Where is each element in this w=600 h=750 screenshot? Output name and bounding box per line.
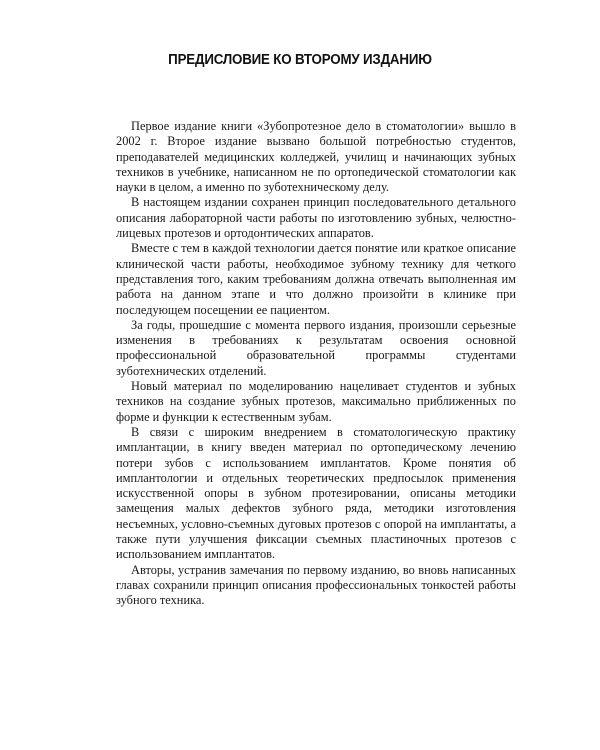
page-title: ПРЕДИСЛОВИЕ КО ВТОРОМУ ИЗДАНИЮ	[168, 52, 432, 68]
paragraph-7: Авторы, устранив замечания по первому изданию, во вновь написанных главах сохранили принцип описания профессиональных тонкостей работы зубного техника.	[116, 562, 516, 608]
paragraph-2: В настоящем издании сохранен принцип последовательного детального описания лабораторной части работы по изготовлению зубных, челюстно-лицевых протезов и ортодонтических аппаратов.	[116, 195, 516, 241]
body-text	[116, 119, 516, 609]
paragraph-3: Вместе с тем в каждой технологии дается понятие или краткое описание клинической части работы, необходимое зубному технику для четкого представления того, каким требованиям должна отвечать выполненная им работа на данном этапе и что должно произойти в клинике при последующем посещении ее пациентом.	[116, 241, 516, 317]
paragraph-5: Новый материал по моделированию нацеливает студентов и зубных техников на создание зубных протезов, максимально приближенных по форме и функции к естественным зубам.	[116, 379, 516, 424]
paragraph-4: За годы, прошедшие с момента первого издания, произошли серьезные изменения в требованиях к результатам освоения основной профессиональной образовательной программы студентами зуботехнических отделений.	[116, 317, 516, 378]
paragraph-1: Первое издание книги «Зубопротезное дело в стоматологии» вышло в 2002 г. Второе издание вызвано большой потребностью студентов, преподавателей медицинских колледжей, училищ и начинающих зубных техников в учебнике, написанном не по ортопедической стоматологии как науки в целом, а именно по зуботехническому делу.	[116, 119, 516, 195]
paragraph-6: В связи с широким внедрением в стоматологическую практику имплантации, в книгу введен материал по ортопедическому лечению потери зубов с использованием имплантатов. Кроме понятия об имплантологии и отдельных теоретических предпосылок применения искусственной опоры в зубном протезировании, описаны методики замещения малых дефектов зубного ряда, методики изготовления несъемных, условно-съемных дуговых протезов с опорой на имплантаты, а также пути улучшения фиксации съемных пластиночных протезов с использованием имплантатов.	[116, 424, 516, 562]
